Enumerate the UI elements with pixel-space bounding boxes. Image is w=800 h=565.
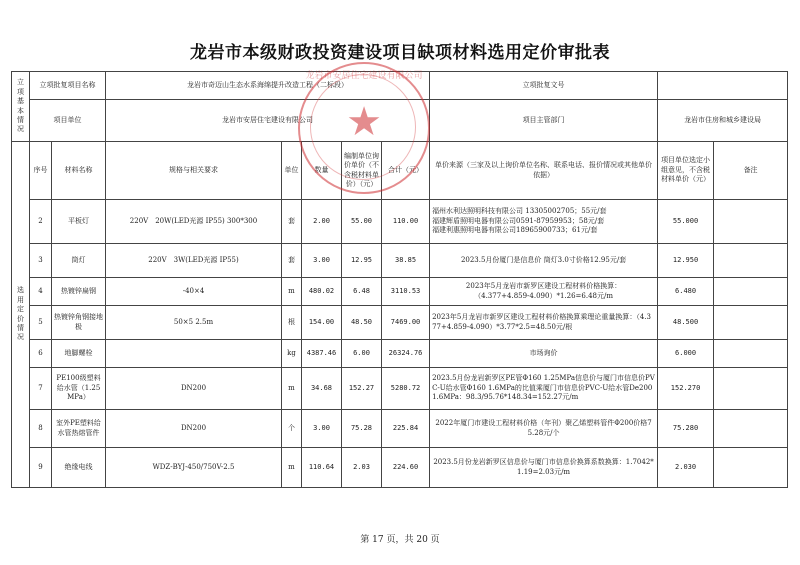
source-line: 2023年5月龙岩市新罗区建设工程材料价格换算： — [465, 282, 622, 291]
seal-text: 龙岩市安居住宅建设有限公司 — [305, 71, 423, 81]
col-name: 材料名称 — [52, 142, 106, 200]
row-spec — [106, 340, 282, 368]
pricing-section-label: 选用定价情况 — [12, 142, 30, 488]
row-name: 筒灯 — [52, 244, 106, 278]
row-seq: 4 — [30, 278, 52, 306]
source-line: 2022年厦门市建设工程材料价格（年刊）聚乙烯塑料管件Φ200价格75.28元/个 — [435, 419, 652, 437]
source-line: 2023.5月份龙岩新罗区信息价与厦门市信息价换算系数换算：1.7042*1.19=2.03元/m — [433, 458, 654, 476]
row-qty: 110.64 — [302, 448, 342, 488]
row-name: 室外PE塑料给水管热熔管件 — [52, 410, 106, 448]
row-spec: 220V 3W(LED光源 IP55) — [106, 244, 282, 278]
row-note — [714, 244, 788, 278]
row-note — [714, 278, 788, 306]
table-row — [12, 244, 788, 278]
row-unit: m — [282, 278, 302, 306]
row-total: 110.00 — [382, 200, 430, 244]
row-approved: 75.280 — [658, 410, 714, 448]
row-note — [714, 448, 788, 488]
col-note: 备注 — [714, 142, 788, 200]
row-unit: 根 — [282, 306, 302, 340]
row-name: 平板灯 — [52, 200, 106, 244]
supervisor: 龙岩市住房和城乡建设局 — [658, 100, 788, 142]
star-icon: ★ — [346, 99, 382, 145]
row-source — [430, 410, 658, 448]
row-unit: kg — [282, 340, 302, 368]
source-line: 福州水利达照明科技有限公司 13305002705；55元/套 — [432, 207, 607, 216]
row-price: 75.28 — [342, 410, 382, 448]
row-unit: 套 — [282, 200, 302, 244]
row-seq: 2 — [30, 200, 52, 244]
row-approved: 6.480 — [658, 278, 714, 306]
row-unit: 套 — [282, 244, 302, 278]
col-qty: 数量 — [302, 142, 342, 200]
row-source — [430, 306, 658, 340]
row-name: PE100级塑料给水管（1.25MPa） — [52, 368, 106, 410]
row-note — [714, 410, 788, 448]
row-price: 6.00 — [342, 340, 382, 368]
row-seq: 7 — [30, 368, 52, 410]
row-source — [430, 200, 658, 244]
table-row — [12, 410, 788, 448]
row-unit: 个 — [282, 410, 302, 448]
row-approved: 48.500 — [658, 306, 714, 340]
row-approved: 55.000 — [658, 200, 714, 244]
row-source — [430, 448, 658, 488]
source-line: 福建利惠照明电器有限公司18965900733；61元/套 — [432, 226, 598, 235]
row-qty: 480.02 — [302, 278, 342, 306]
row-approved: 12.950 — [658, 244, 714, 278]
col-seq: 序号 — [30, 142, 52, 200]
row-spec: WDZ-BYJ-450/750V-2.5 — [106, 448, 282, 488]
basic-section-label: 立项基本情况 — [12, 72, 30, 142]
row-total: 26324.76 — [382, 340, 430, 368]
table-row — [12, 340, 788, 368]
source-line: 市场询价 — [529, 348, 558, 357]
supervisor-label: 项目主管部门 — [430, 100, 658, 142]
row-qty: 4387.46 — [302, 340, 342, 368]
row-price: 12.95 — [342, 244, 382, 278]
table-row — [12, 448, 788, 488]
row-total: 38.85 — [382, 244, 430, 278]
row-qty: 154.00 — [302, 306, 342, 340]
row-price: 152.27 — [342, 368, 382, 410]
source-line: 2023.5月份龙岩新罗区PE管Φ160 1.25MPa信息价与厦门市信息价PVC-U给水管Φ160 1.6MPa的比值乘厦门市信息价PVC-U给水管De200 1.6MPa：98.3/95.76*148.34=152.27元/m — [432, 374, 655, 402]
row-approved: 2.030 — [658, 448, 714, 488]
row-seq: 3 — [30, 244, 52, 278]
col-total: 合计（元） — [382, 142, 430, 200]
table-row — [12, 368, 788, 410]
row-note — [714, 306, 788, 340]
page-title: 龙岩市本级财政投资建设项目缺项材料选用定价审批表 — [190, 43, 610, 63]
col-price: 编制单位询价单价（不含税材料单价）（元） — [342, 142, 382, 200]
approval-table — [11, 71, 788, 488]
row-note — [714, 368, 788, 410]
row-qty: 3.00 — [302, 244, 342, 278]
source-line: （4.377+4.859-4.090）*1.26=6.48元/m — [474, 291, 613, 300]
row-total: 224.60 — [382, 448, 430, 488]
row-spec: DN200 — [106, 368, 282, 410]
row-qty: 34.68 — [302, 368, 342, 410]
row-price: 6.48 — [342, 278, 382, 306]
project-name-label: 立项批复项目名称 — [30, 72, 106, 100]
row-seq: 6 — [30, 340, 52, 368]
table-row — [12, 306, 788, 340]
row-total: 5280.72 — [382, 368, 430, 410]
row-name: 热镀锌角钢接地极 — [52, 306, 106, 340]
row-source — [430, 278, 658, 306]
row-seq: 9 — [30, 448, 52, 488]
row-spec: 50×5 2.5m — [106, 306, 282, 340]
project-unit: 龙岩市安居住宅建设有限公司 — [106, 100, 430, 142]
row-price: 55.00 — [342, 200, 382, 244]
source-line: 2023年5月龙岩市新罗区建设工程材料价格换算乘理论重量换算：（4.377+4.859-4.090）*3.77*2.5=48.50元/根 — [432, 313, 651, 331]
row-total: 3110.53 — [382, 278, 430, 306]
row-seq: 5 — [30, 306, 52, 340]
source-line: 2023.5月份厦门是信息价 筒灯3.0寸价格12.95元/套 — [460, 255, 627, 264]
row-approved: 6.000 — [658, 340, 714, 368]
row-name: 地脚螺栓 — [52, 340, 106, 368]
col-approved: 项目单位选定小组意见，不含税材料单价（元） — [658, 142, 714, 200]
row-name: 热镀锌扁钢 — [52, 278, 106, 306]
col-source: 单价来源（三家及以上询价单位名称、联系电话、报价情况或其他单价依据） — [430, 142, 658, 200]
row-unit: m — [282, 368, 302, 410]
row-total: 225.84 — [382, 410, 430, 448]
row-spec: 220V 20W(LED光源 IP55) 300*300 — [106, 200, 282, 244]
row-note — [714, 200, 788, 244]
row-note — [714, 340, 788, 368]
row-total: 7469.00 — [382, 306, 430, 340]
page-footer: 第 17 页，共 20 页 — [360, 535, 440, 545]
row-seq: 8 — [30, 410, 52, 448]
source-line: 福建辉盾照明电器有限公司0591-87959953；58元/套 — [432, 216, 605, 225]
table-row — [12, 278, 788, 306]
row-qty: 2.00 — [302, 200, 342, 244]
project-name: 龙岩市奇迈山生态水系海绵提升改造工程（二标段） — [106, 72, 430, 100]
table-row — [12, 200, 788, 244]
row-source — [430, 244, 658, 278]
row-approved: 152.270 — [658, 368, 714, 410]
approval-doc-label: 立项批复文号 — [430, 72, 658, 100]
row-name: 绝缘电线 — [52, 448, 106, 488]
row-source — [430, 368, 658, 410]
row-source — [430, 340, 658, 368]
row-qty: 3.00 — [302, 410, 342, 448]
row-spec: DN200 — [106, 410, 282, 448]
row-unit: m — [282, 448, 302, 488]
row-price: 48.50 — [342, 306, 382, 340]
col-spec: 规格与相关要求 — [106, 142, 282, 200]
row-spec: -40×4 — [106, 278, 282, 306]
approval-doc — [658, 72, 788, 100]
row-price: 2.03 — [342, 448, 382, 488]
unit-label: 项目单位 — [30, 100, 106, 142]
col-unit: 单位 — [282, 142, 302, 200]
